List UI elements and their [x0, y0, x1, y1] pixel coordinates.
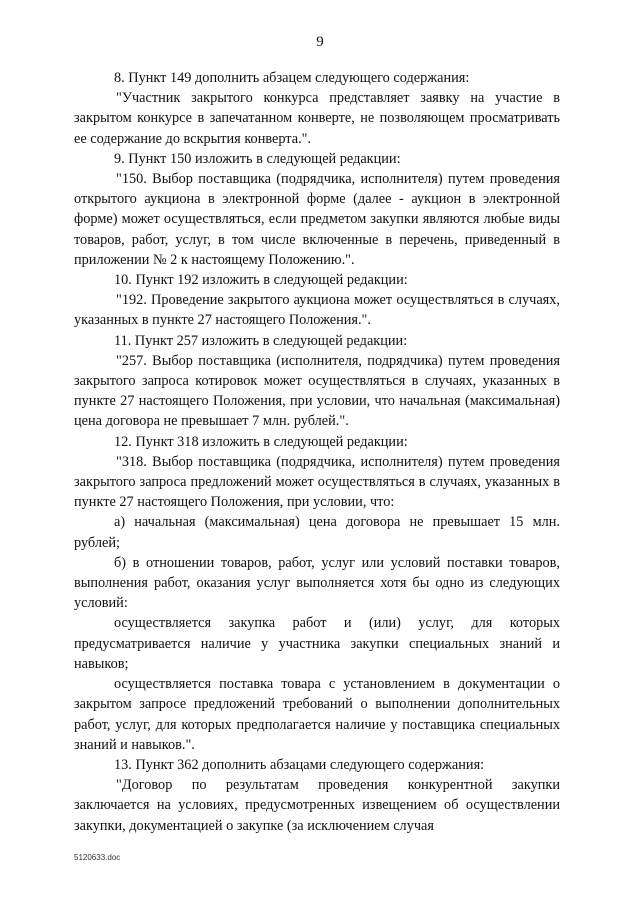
paragraph: "150. Выбор поставщика (подрядчика, исполнителя) путем проведения открытого аукциона в электронной форме (далее - аукцион в электронной форме) может осуществляться, если предметом закупки являются любые виды товаров, работ, услуг, в том числе включенные в перечень, приведенный в приложении № 2 к настоящему Положению.". — [74, 171, 560, 268]
paragraph: 11. Пункт 257 изложить в следующей редакции: — [114, 332, 408, 349]
paragraph: "Договор по результатам проведения конкурентной закупки заключается на условиях, предусмотренных извещением об осуществлении закупки, документацией о закупке (за исключением случая — [74, 777, 560, 834]
paragraph: "Участник закрытого конкурса представляет заявку на участие в закрытом конкурсе в запечатанном конверте, не позволяющем просматривать ее содержание до вскрытия конверта.". — [74, 90, 560, 147]
paragraph: "318. Выбор поставщика (подрядчика, исполнителя) путем проведения закрытого запроса предложений может осуществляться в случаях, указанных в пункте 27 настоящего Положения, при условии, что: — [74, 453, 560, 511]
page-number: 9 — [316, 34, 324, 50]
paragraph: "257. Выбор поставщика (исполнителя, подрядчика) путем проведения закрытого запроса котировок может осуществляться в случаях, указанных в пункте 27 настоящего Положения, при условии, что начальная (максимальная) цена договора не превышает 7 млн. рублей.". — [74, 352, 560, 430]
paragraph: осуществляется закупка работ и (или) услуг, для которых предусматривается наличие у участника закупки специальных знаний и навыков; — [74, 615, 560, 672]
paragraph: "192. Проведение закрытого аукциона может осуществляться в случаях, указанных в пункте 27 настоящего Положения.". — [74, 292, 560, 329]
paragraph: 13. Пункт 362 дополнить абзацами следующего содержания: — [114, 756, 485, 773]
paragraph: 8. Пункт 149 дополнить абзацем следующего содержания: — [114, 70, 470, 86]
paragraph: 12. Пункт 318 изложить в следующей редакции: — [114, 433, 408, 450]
paragraph: 10. Пункт 192 изложить в следующей редакции: — [114, 272, 408, 289]
paragraph: б) в отношении товаров, работ, услуг или условий поставки товаров, выполнения работ, оказания услуг выполняется хотя бы одно из следующих условий: — [74, 554, 560, 612]
paragraph: 9. Пункт 150 изложить в следующей редакции: — [114, 150, 401, 167]
paragraph: осуществляется поставка товара с установлением в документации о закрытом запросе предложений требований о выполнении дополнительных работ, услуг, для которых предполагается наличие у поставщика специальных знаний и навыков.". — [74, 676, 560, 753]
document-body — [74, 68, 560, 836]
paragraph: а) начальная (максимальная) цена договора не превышает 15 млн. рублей; — [74, 514, 560, 551]
footer-filename: 5120633.doc — [74, 853, 121, 862]
